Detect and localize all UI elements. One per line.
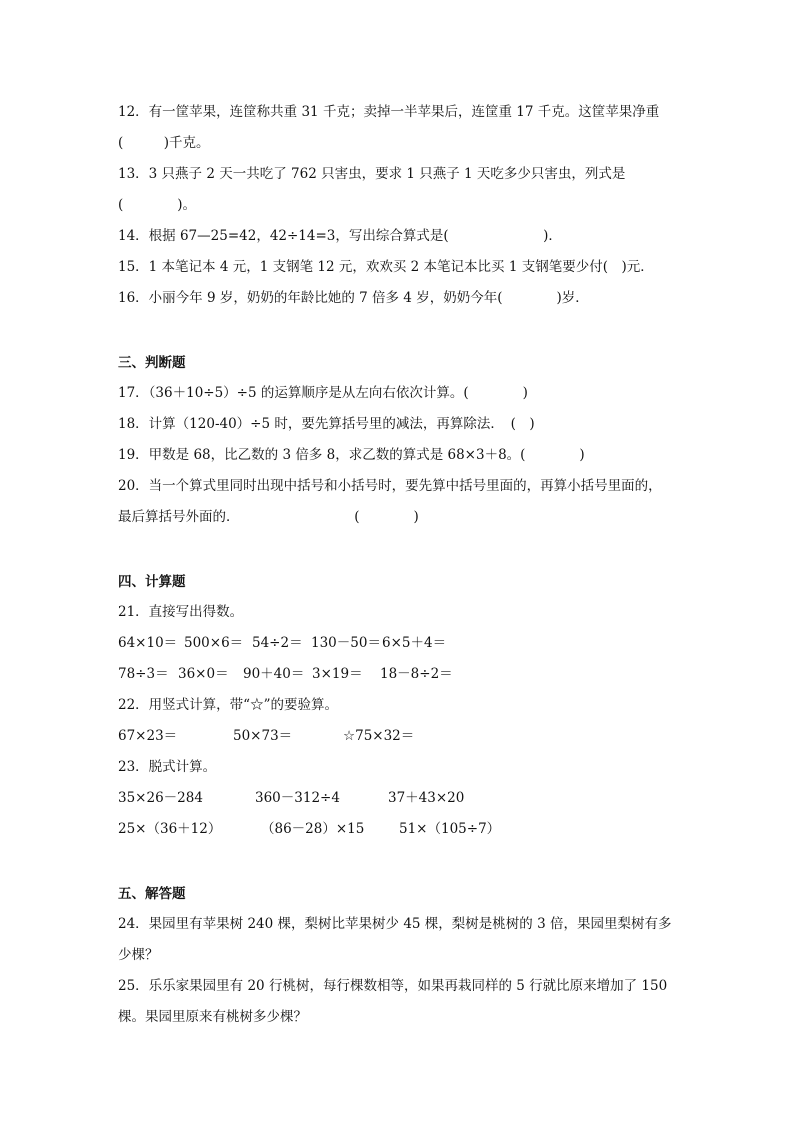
question-14: 14．根据 67—25=42，42÷14=3，写出综合算式是( )． (118, 228, 562, 244)
question-24-line-1: 24．果园里有苹果树 240 棵，梨树比苹果树少 45 棵，梨树是桃树的 3 倍，果园里梨树有多 (118, 916, 672, 932)
section-3-title: 三、判断题 (118, 355, 186, 371)
expression: （86－28）×15 (261, 821, 365, 837)
question-22: 22．用竖式计算，带“☆”的要验算。 (118, 697, 338, 713)
expression: 67×23＝ (118, 728, 178, 744)
section-5-title: 五、解答题 (118, 886, 186, 902)
expression: 500×6＝ (184, 635, 244, 651)
expression: 54÷2＝ (252, 635, 303, 651)
question-13-line-2: ( )。 (118, 197, 197, 213)
expression: 25×（36＋12） (118, 821, 222, 837)
expression: 37＋43×20 (388, 790, 465, 806)
question-25-line-1: 25．乐乐家果园里有 20 行桃树，每行棵数相等，如果再栽同样的 5 行就比原来增加了 150 (118, 978, 668, 994)
question-23-row-1 (118, 788, 678, 808)
expression: 50×73＝ (233, 728, 293, 744)
question-13-line-1: 13．3 只燕子 2 天一共吃了 762 只害虫，要求 1 只燕子 1 天吃多少只害虫，列式是 (118, 166, 626, 182)
question-23: 23．脱式计算。 (118, 759, 217, 775)
expression: ☆75×32＝ (343, 728, 415, 744)
expression: 6×5＋4＝ (382, 635, 447, 651)
question-21-row-2 (118, 664, 678, 684)
expression: 130－50＝ (311, 635, 381, 651)
expression: 90＋40＝ (243, 666, 305, 682)
expression: 360－312÷4 (255, 790, 340, 806)
question-12-line-2: ( )千克。 (118, 135, 210, 151)
question-18: 18．计算（120-40）÷5 时，要先算括号里的减法，再算除法． ( ) (118, 416, 535, 432)
expression: 18－8÷2＝ (380, 666, 453, 682)
expression: 64×10＝ (118, 635, 178, 651)
question-16: 16．小丽今年 9 岁，奶奶的年龄比她的 7 倍多 4 岁，奶奶今年( )岁． (118, 290, 589, 306)
question-20-line-2: 最后算括号外面的． ( ) (118, 509, 419, 525)
expression: 35×26－284 (118, 790, 203, 806)
question-23-row-2 (118, 819, 678, 839)
question-12-line-1: 12．有一筐苹果，连筐称共重 31 千克；卖掉一半苹果后，连筐重 17 千克。这筐苹果净重 (118, 104, 660, 120)
question-20-line-1: 20．当一个算式里同时出现中括号和小括号时，要先算中括号里面的，再算小括号里面的， (118, 478, 662, 494)
expression: 78÷3＝ (118, 666, 169, 682)
question-21-row-1 (118, 633, 678, 653)
section-4-title: 四、计算题 (118, 574, 186, 590)
question-17: 17．（36＋10÷5）÷5 的运算顺序是从左向右依次计算。( ) (118, 385, 528, 401)
question-21: 21．直接写出得数。 (118, 604, 244, 620)
question-15: 15．1 本笔记本 4 元，1 支钢笔 12 元，欢欢买 2 本笔记本比买 1 支钢笔要少付( )元． (118, 259, 654, 275)
expression: 3×19＝ (312, 666, 363, 682)
question-19: 19．甲数是 68，比乙数的 3 倍多 8，求乙数的算式是 68×3＋8。( ) (118, 447, 585, 463)
question-25-line-2: 棵。果园里原来有桃树多少棵？ (118, 1009, 307, 1025)
expression: 36×0＝ (178, 666, 229, 682)
expression: 51×（105÷7） (399, 821, 501, 837)
question-24-line-2: 少棵？ (118, 947, 159, 963)
question-22-row (118, 726, 678, 746)
